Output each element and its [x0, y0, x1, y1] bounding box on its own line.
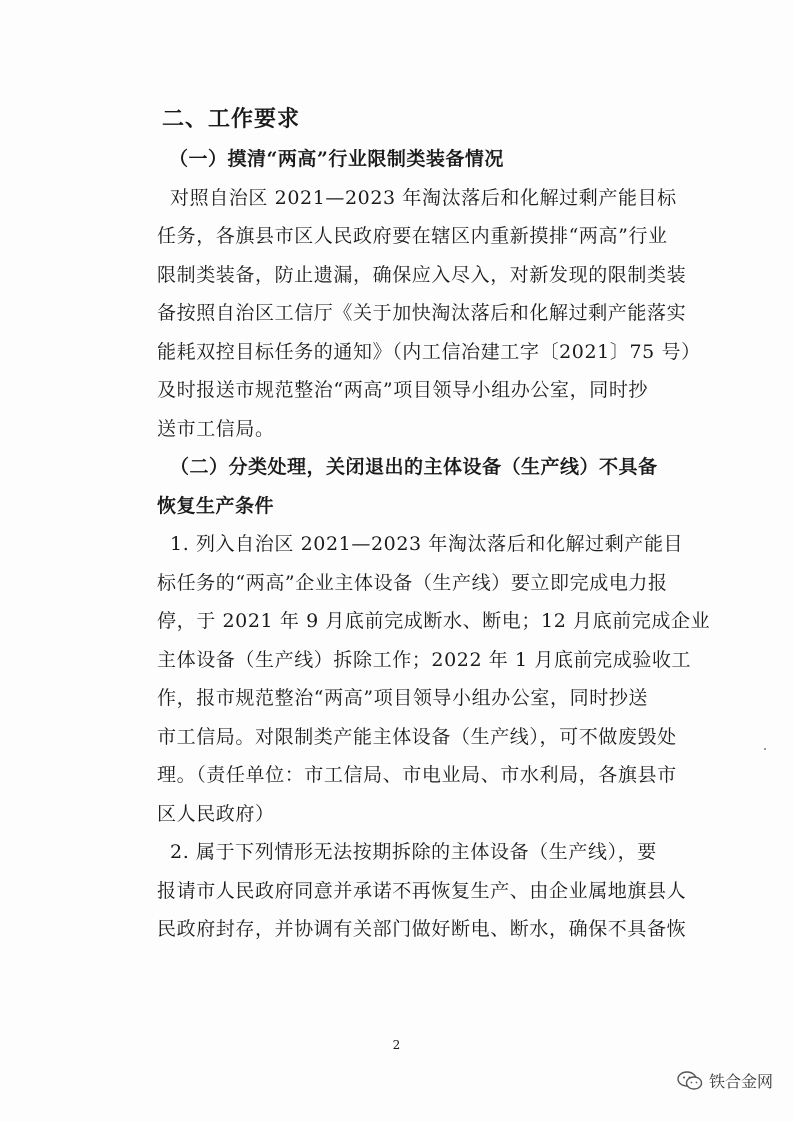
watermark-text: 铁合金网 — [708, 1072, 773, 1091]
paragraph-line: 标任务的“两高”企业主体设备（生产线）要立即完成电力报 — [157, 571, 668, 594]
paragraph-line: 民政府封存，并协调有关部门做好断电、断水，确保不具备恢 — [157, 918, 687, 940]
paragraph-line: 理。（责任单位：市工信局、市电业局、市水利局，各旗县市 — [157, 764, 677, 786]
subsection-2-heading — [157, 448, 693, 525]
paragraph-line: 备按照自治区工信厅《关于加快淘汰落后和化解过剩产能落实 — [157, 302, 687, 324]
heading-line: 恢复生产条件 — [157, 494, 275, 517]
paragraph-line: 任务，各旗县市区人民政府要在辖区内重新摸排“两高”行业 — [157, 225, 668, 247]
paragraph-line: 限制类装备，防止遗漏，确保应入尽入，对新发现的限制类装 — [157, 263, 687, 286]
paragraph-line: 对照自治区 2021—2023 年淘汰落后和化解过剩产能目标 — [170, 186, 677, 209]
item-1-paragraph — [157, 525, 711, 833]
heading-line: （二）分类处理，关闭退出的主体设备（生产线）不具备 — [170, 456, 658, 478]
section-title: 二、工作要求 — [162, 107, 301, 132]
paragraph-line: 主体设备（生产线）拆除工作；2022 年 1 月底前完成验收工 — [157, 648, 692, 671]
paragraph-line: 市工信局。对限制类产能主体设备（生产线），可不做废毁处 — [157, 725, 677, 748]
item-2-paragraph — [157, 833, 693, 949]
paragraph-line: 能耗双控目标任务的通知》（内工信冶建工字〔2021〕75 号） — [157, 340, 701, 363]
paragraph-line: 送市工信局。 — [157, 417, 275, 440]
paragraph-line: 区人民政府） — [157, 802, 275, 825]
paragraph-line: 报请市人民政府同意并承诺不再恢复生产、由企业属地旗县人 — [157, 879, 687, 902]
page-number: 2 — [392, 1038, 401, 1052]
subsection-1-paragraph — [157, 179, 701, 449]
scan-speck — [764, 748, 766, 750]
document-body — [157, 100, 711, 949]
wechat-icon — [677, 1071, 703, 1091]
watermark — [677, 1069, 773, 1092]
subsection-1-heading: （一）摸清“两高”行业限制类装备情况 — [169, 148, 504, 170]
paragraph-line: 作，报市规范整治“两高”项目领导小组办公室，同时抄送 — [157, 687, 649, 709]
paragraph-line: 1. 列入自治区 2021—2023 年淘汰落后和化解过剩产能目 — [170, 533, 684, 555]
paragraph-line: 停，于 2021 年 9 月底前完成断水、断电；12 月底前完成企业 — [157, 610, 711, 632]
paragraph-line: 及时报送市规范整治“两高”项目领导小组办公室，同时抄 — [157, 379, 649, 401]
paragraph-line: 2. 属于下列情形无法按期拆除的主体设备（生产线），要 — [170, 841, 657, 863]
